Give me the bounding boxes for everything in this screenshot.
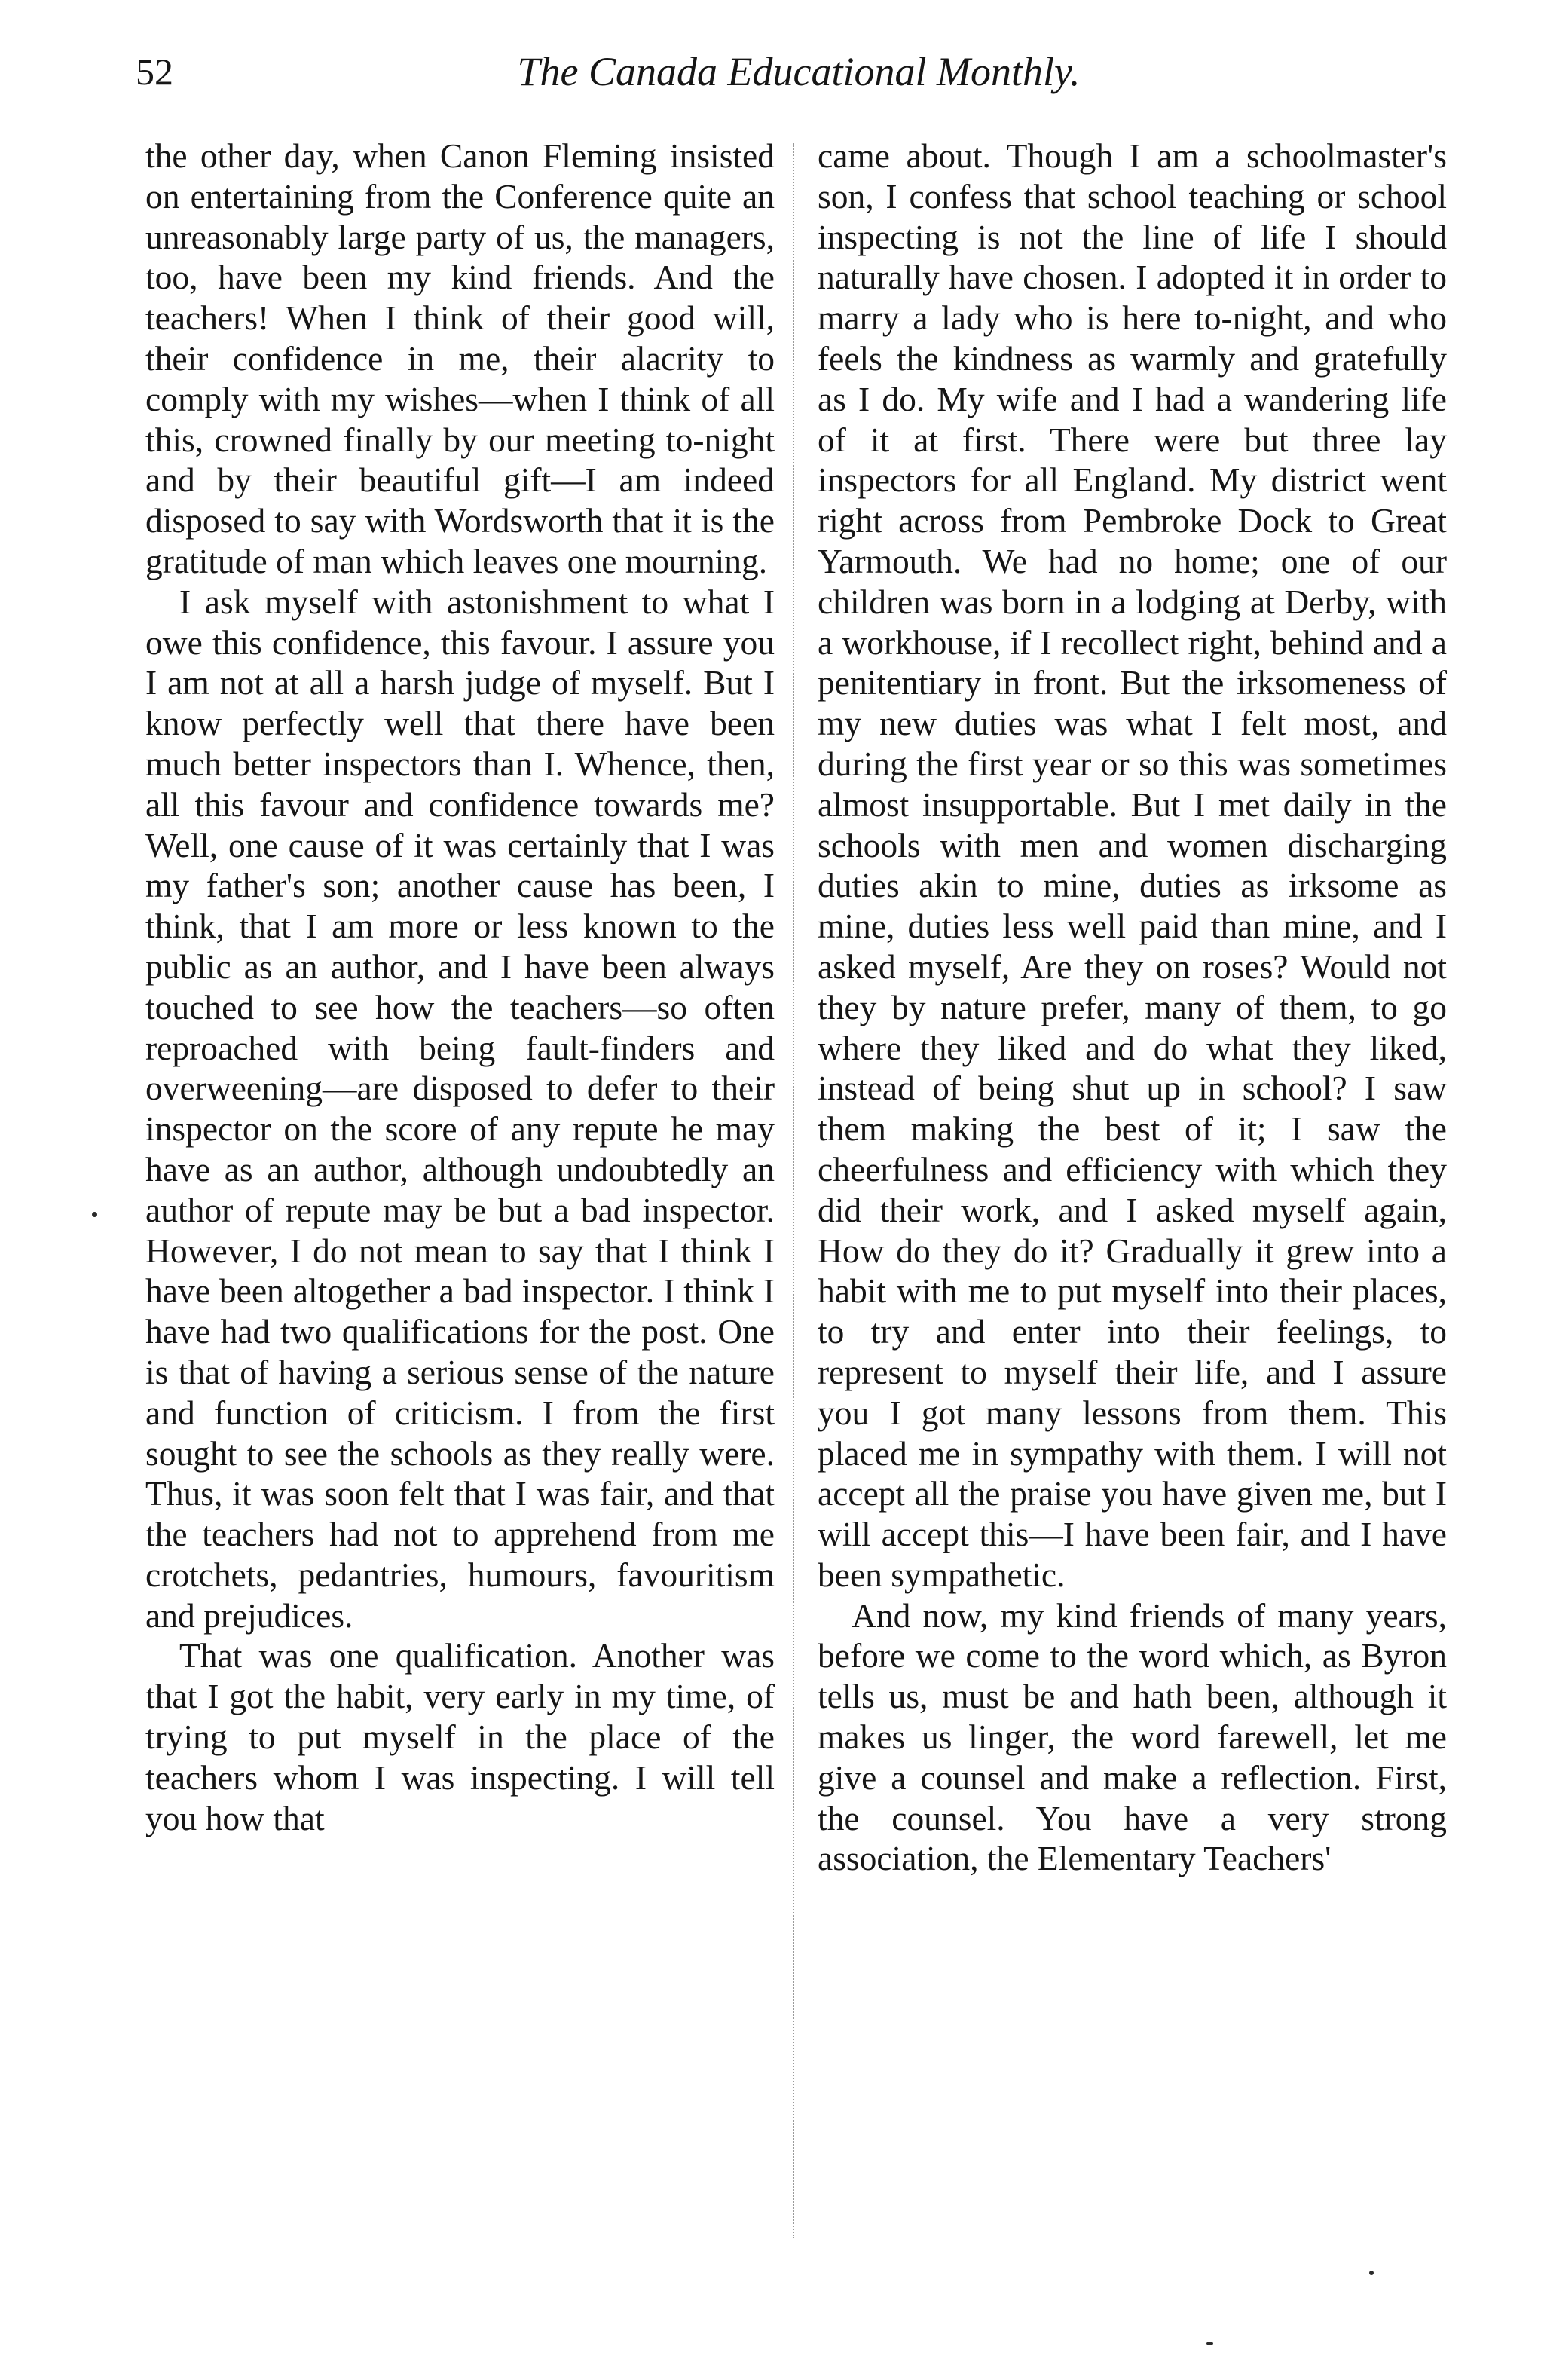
- running-head: [136, 45, 1462, 98]
- right-paragraph-2: And now, my kind friends of many years, before we come to the word which, as Byron tells us, must be and hath been, although it makes us linger, the word farewell, let me give a counsel and make a reflection. First, the counsel. You have a very strong association, the Elementary Teachers': [818, 1595, 1447, 1878]
- journal-title: The Canada Educational Monthly.: [517, 49, 1081, 94]
- scan-speck: [1369, 2271, 1374, 2275]
- page-number: 52: [136, 50, 173, 93]
- scan-speck: [1206, 2342, 1213, 2345]
- left-column: [145, 136, 775, 1838]
- left-paragraph-3: That was one qualification. Another was that I got the habit, very early in my time, of trying to put myself in the place of the teachers whom I was inspecting. I will tell you how that: [145, 1636, 775, 1837]
- right-column: [818, 136, 1447, 1879]
- left-paragraph-2: I ask myself with astonishment to what I owe this confidence, this favour. I assure you I am not at all a harsh judge of myself. But I know perfectly well that there have been much better inspectors than I. Whence, then, all this favour and confidence towards me? Well, one cause of it was certainly that I was my father's son; another cause has been, I think, that I am more or less known to the public as an author, and I have been always touched to see how the teachers—so often reproached with being fault-finders and overweening—are disposed to defer to their inspector on the score of any repute he may have as an author, although undoubtedly an author of repute may be but a bad inspector. However, I do not mean to say that I think I have been altogether a bad inspector. I think I have had two qualifications for the post. One is that of having a serious sense of the nature and function of criticism. I from the first sought to see the schools as they really were. Thus, it was soon felt that I was fair, and that the teachers had not to apprehend from me crotchets, pedantries, humours, favouritism and prejudices.: [145, 582, 775, 1635]
- column-divider: [793, 143, 794, 2238]
- right-paragraph-1: came about. Though I am a schoolmaster's son, I confess that school teaching or school inspecting is not the line of life I should naturally have chosen. I adopted it in order to marry a lady who is here to-night, and who feels the kindness as warmly and gratefully as I do. My wife and I had a wandering life of it at first. There were but three lay inspectors for all England. My district went right across from Pembroke Dock to Great Yarmouth. We had no home; one of our children was born in a lodging at Derby, with a workhouse, if I recollect right, behind and a penitentiary in front. But the irksomeness of my new duties was what I felt most, and during the first year or so this was sometimes almost insupportable. But I met daily in the schools with men and women discharging duties akin to mine, duties as irksome as mine, duties less well paid than mine, and I asked myself, Are they on roses? Would not they by nature prefer, many of them, to go where they liked and do what they liked, instead of being shut up in school? I saw them making the best of it; I saw the cheerfulness and efficiency with which they did their work, and I asked myself again, How do they do it? Gradually it grew into a habit with me to put myself into their places, to try and enter into their feelings, to represent to myself their life, and I assure you I got many lessons from them. This placed me in sympathy with them. I will not accept all the praise you have given me, but I will accept this—I have been fair, and I have been sympathetic.: [818, 136, 1447, 1594]
- scan-speck: [92, 1212, 97, 1217]
- left-paragraph-1: the other day, when Canon Fleming insisted on entertaining from the Conference quite an unreasonably large party of us, the managers, too, have been my kind friends. And the teachers! When I think of their good will, their confidence in me, their alacrity to comply with my wishes—when I think of all this, crowned finally by our meeting to-night and by their beautiful gift—I am indeed disposed to say with Wordsworth that it is the gratitude of man which leaves one mourning.: [145, 136, 775, 580]
